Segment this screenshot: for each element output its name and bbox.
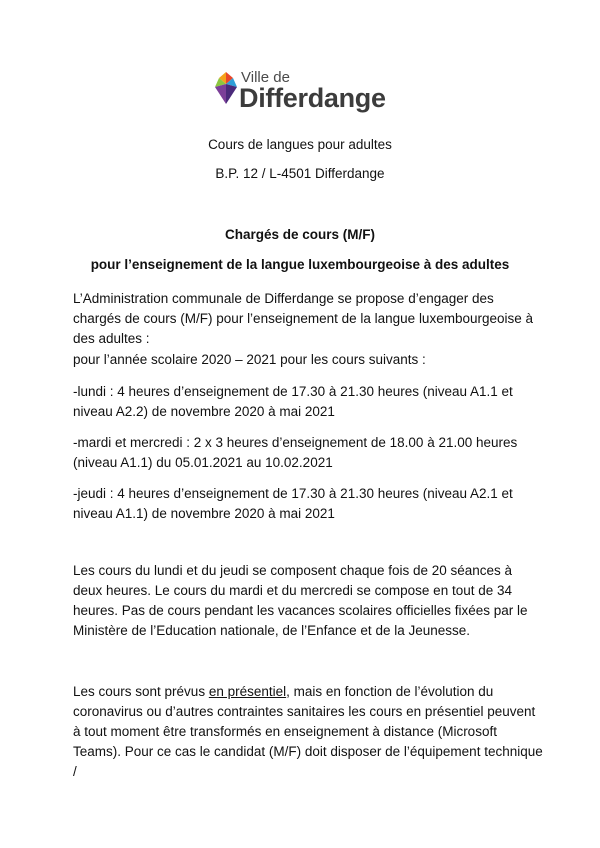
- mardi-paragraph: -mardi et mercredi : 2 x 3 heures d’enseignement de 18.00 à 21.00 heures (niveau A1.1) du 05.01.2021 au 10.02.2021: [73, 435, 518, 470]
- covid-text-before: Les cours sont prévus: [73, 684, 209, 699]
- covid-underlined-text: en présentiel: [208, 684, 287, 699]
- header-address: B.P. 12 / L-4501 Differdange: [215, 166, 385, 181]
- covid-text-after: , mais en fonction de l’évolution du coronavirus ou d’autres contraintes sanitaires les cours en présentiel peuvent à tout moment être transformés en enseignement à distance (Microsoft Teams). Pour ce cas le candidat (M/F) doit disposer de l’équipement technique /: [73, 684, 543, 779]
- covid-paragraph: [73, 682, 543, 782]
- jeudi-paragraph: -jeudi : 4 heures d’enseignement de 17.30 à 21.30 heures (niveau A2.1 et niveau A1.1) de novembre 2020 à mai 2021: [73, 486, 513, 521]
- lundi-paragraph: -lundi : 4 heures d’enseignement de 17.30 à 21.30 heures (niveau A1.1 et niveau A2.2) de novembre 2020 à mai 2021: [73, 384, 513, 419]
- logo-line2: Differdange: [239, 83, 386, 113]
- title-line1: Chargés de cours (M/F): [224, 227, 376, 242]
- seances-paragraph: Les cours du lundi et du jeudi se composent chaque fois de 20 séances à deux heures. Le cours du mardi et du mercredi se compose en tout de 34 heures. Pas de cours pendant les vacances scolaires officielles fixées par le Ministère de l’Education nationale, de l’Enfance et de la Jeunesse.: [73, 563, 528, 638]
- title-line2: pour l’enseignement de la langue luxembourgeoise à des adultes: [90, 257, 510, 272]
- differdange-logo: [214, 70, 394, 114]
- header-subtitle: Cours de langues pour adultes: [208, 137, 392, 152]
- intro-paragraph: L’Administration communale de Differdange se propose d’engager des chargés de cours (M/F) pour l’enseignement de la langue luxembourgeoise à des adultes :: [73, 291, 534, 346]
- logo-mark-icon: [214, 70, 238, 108]
- logo-line1: Ville de: [241, 69, 290, 86]
- year-paragraph: pour l’année scolaire 2020 – 2021 pour les cours suivants :: [73, 352, 426, 367]
